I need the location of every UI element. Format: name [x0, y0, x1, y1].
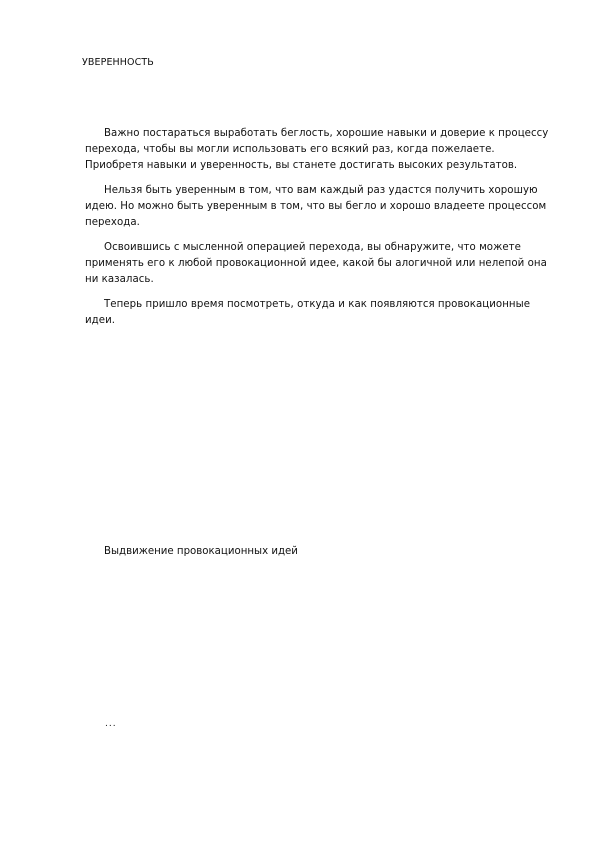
- paragraph: Важно постараться выработать беглость, хорошие навыки и доверие к процессу перехода, чтобы вы могли использовать его всякий раз, когда пожелаете. Приобретя навыки и уверенность, вы станете достигать высоких результатов.: [85, 128, 549, 171]
- body-text: [85, 126, 555, 338]
- paragraph: Нельзя быть уверенным в том, что вам каждый раз удастся получить хорошую идею. Но можно быть уверенным в том, что вы бегло и хорошо владеете процессом перехода.: [85, 185, 547, 228]
- chapter-subheading: Выдвижение провокационных идей: [104, 546, 298, 557]
- continuation-ellipsis: ...: [105, 719, 117, 729]
- section-heading: УВЕРЕННОСТЬ: [82, 57, 154, 68]
- paragraph: Освоившись с мысленной операцией перехода, вы обнаружите, что можете применять его к любой провокационной идее, какой бы алогичной или нелепой она ни казалась.: [85, 242, 547, 285]
- paragraph: Теперь пришло время посмотреть, откуда и как появляются провокационные идеи.: [85, 299, 531, 326]
